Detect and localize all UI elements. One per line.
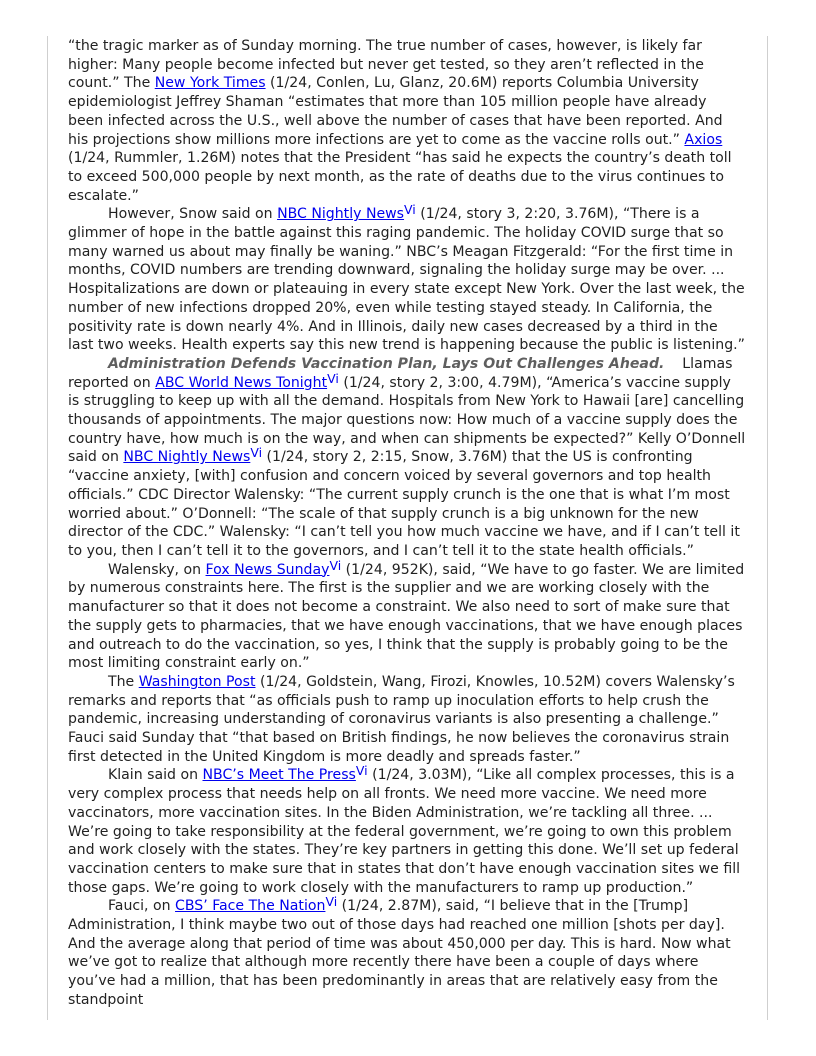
paragraph [68, 202, 746, 355]
video-icon[interactable]: Vi [404, 202, 416, 218]
paragraph [68, 355, 746, 561]
paragraph-text: Klain said on [108, 767, 203, 784]
right-margin-rule [767, 36, 768, 1020]
left-margin-rule [47, 36, 48, 1020]
section-heading: Administration Defends Vaccination Plan, Lays Out Challenges Ahead. [108, 355, 665, 372]
paragraph-text: (1/24, 3.03M), “Like all complex processes, this is a very complex process that needs help on all fronts. We need more vaccine. We need more vaccinators, more vaccination sites. In the Biden Administration, we’re tackling all three. ... We’re going to take responsibility at the federal government, we’re going to own this problem and work closely with the states. They’re key partners in getting this done. We’ll set up federal vaccination centers to make sure that in states that don’t have enough vaccination sites we fill those gaps. We’re going to work closely with the manufacturers to ramp up production.” [68, 767, 741, 896]
paragraph-text: However, Snow said on [108, 206, 278, 223]
paragraph [68, 763, 746, 897]
paragraph-text: (1/24, story 3, 2:20, 3.76M), “There is a glimmer of hope in the battle against this raging pandemic. The holiday COVID surge that so many warned us about may finally be waning.” NBC’s Meagan Fitzgerald: “For the first time in months, COVID numbers are trending downward, signaling the holiday surge may be over. ... Hospitalizations are down or plateauing in every state except New York. Over the last week, the number of new infections dropped 20%, even while testing stayed steady. In California, the positivity rate is down nearly 4%. And in Illinois, daily new cases decreased by a third in the last two weeks. Health experts say this new trend is happening because the public is listening.” [68, 206, 745, 354]
video-icon[interactable]: Vi [355, 763, 368, 779]
video-icon[interactable]: Vi [329, 557, 342, 573]
source-link[interactable]: Axios [684, 131, 723, 148]
paragraph-text: Fauci, on [108, 898, 176, 915]
source-link[interactable]: NBC Nightly News [277, 206, 405, 223]
document-body [68, 37, 746, 1010]
paragraph [68, 673, 746, 767]
paragraph-text: (1/24, story 2, 3:00, 4.79M), “America’s vaccine supply is struggling to keep up with all the demand. Hospitals from New York to Hawaii [are] cancelling thousands of appointments. The major questions now: How much of a vaccine supply does the country have, how much is on the way, and when can shipments be expected?” Kelly O’Donnell said on [68, 374, 746, 466]
paragraph-text: (1/24, Goldstein, Wang, Firozi, Knowles, 10.52M) covers Walensky’s remarks and reports that “as officials push to ramp up inoculation efforts to help crush the pandemic, increasing understanding of coronavirus variants is also presenting a challenge.” Fauci said Sunday that “that based on British findings, he now believes the coronavirus strain first detected in the United Kingdom is more deadly and spreads faster.” [68, 673, 735, 765]
paragraph [68, 894, 746, 1009]
source-link[interactable]: NBC Nightly News [123, 449, 251, 466]
source-link[interactable]: Washington Post [138, 673, 256, 690]
paragraph-text: “the tragic marker as of Sunday morning. The true number of cases, however, is likely far higher: Many people become infected but never get tested, so they aren’t reflected in the count.” The [68, 38, 704, 92]
paragraph [68, 557, 746, 673]
source-link[interactable]: NBC’s Meet The Press [202, 767, 356, 784]
source-link[interactable]: CBS’ Face The Nation [175, 898, 326, 915]
source-link[interactable]: Fox News Sunday [205, 561, 330, 578]
paragraph-text: Walensky, on [108, 561, 206, 578]
source-link[interactable]: ABC World News Tonight [155, 374, 328, 391]
paragraph-text: Llamas reported on [68, 355, 737, 391]
paragraph-text: (1/24, 952K), said, “We have to go faster. We are limited by numerous constraints here. The first is the supplier and we are working closely with the manufacturer so that it does not become a constraint. We also need to sort of make sure that the supply gets to pharmacies, that we have enough vaccinations, that we have enough places and outreach to do the vaccination, so yes, I think that the supply is probably going to be the most limiting constraint early on.” [68, 561, 745, 672]
paragraph-text: (1/24, story 2, 2:15, Snow, 3.76M) that the US is confronting “vaccine anxiety, [with] confusion and concern voiced by several governors and top health officials.” CDC Director Walensky: “The current supply crunch is the one that is what I’m most worried about.” O’Donnell: “The scale of that supply crunch is a big unknown for the new director of the CDC.” Walensky: “I can’t tell you how much vaccine we have, and if I can’t tell it to you, then I can’t tell it to the governors, and I can’t tell it to the state health officials.” [68, 449, 740, 559]
paragraph [68, 37, 746, 205]
paragraph-text: (1/24, 2.87M), said, “I believe that in the [Trump] Administration, I think maybe two out of those days had reached one million [shots per day]. And the average along that period of time was about 450,000 per day. This is hard. Now what we’ve got to realize that although more recently there have been a couple of days where you’ve had a million, that has been predominantly in areas that are relatively easy from the standpoint [68, 898, 731, 1008]
video-icon[interactable]: Vi [250, 445, 263, 461]
paragraph-text: The [108, 673, 139, 690]
video-icon[interactable]: Vi [325, 894, 338, 910]
video-icon[interactable]: Vi [327, 370, 339, 386]
source-link[interactable]: New York Times [154, 75, 266, 92]
paragraph-text: (1/24, Conlen, Lu, Glanz, 20.6M) reports Columbia University epidemiologist Jeffrey Shaman “estimates that more than 105 million people have already been infected across the U.S., well above the number of cases that have been reported. And his projections show millions more infections are yet to come as the vaccine rolls out.” [68, 75, 723, 148]
paragraph-text: (1/24, Rummler, 1.26M) notes that the President “has said he expects the country’s death toll to exceed 500,000 people by next month, as the rate of deaths due to the virus continues to escalate.” [68, 150, 732, 204]
